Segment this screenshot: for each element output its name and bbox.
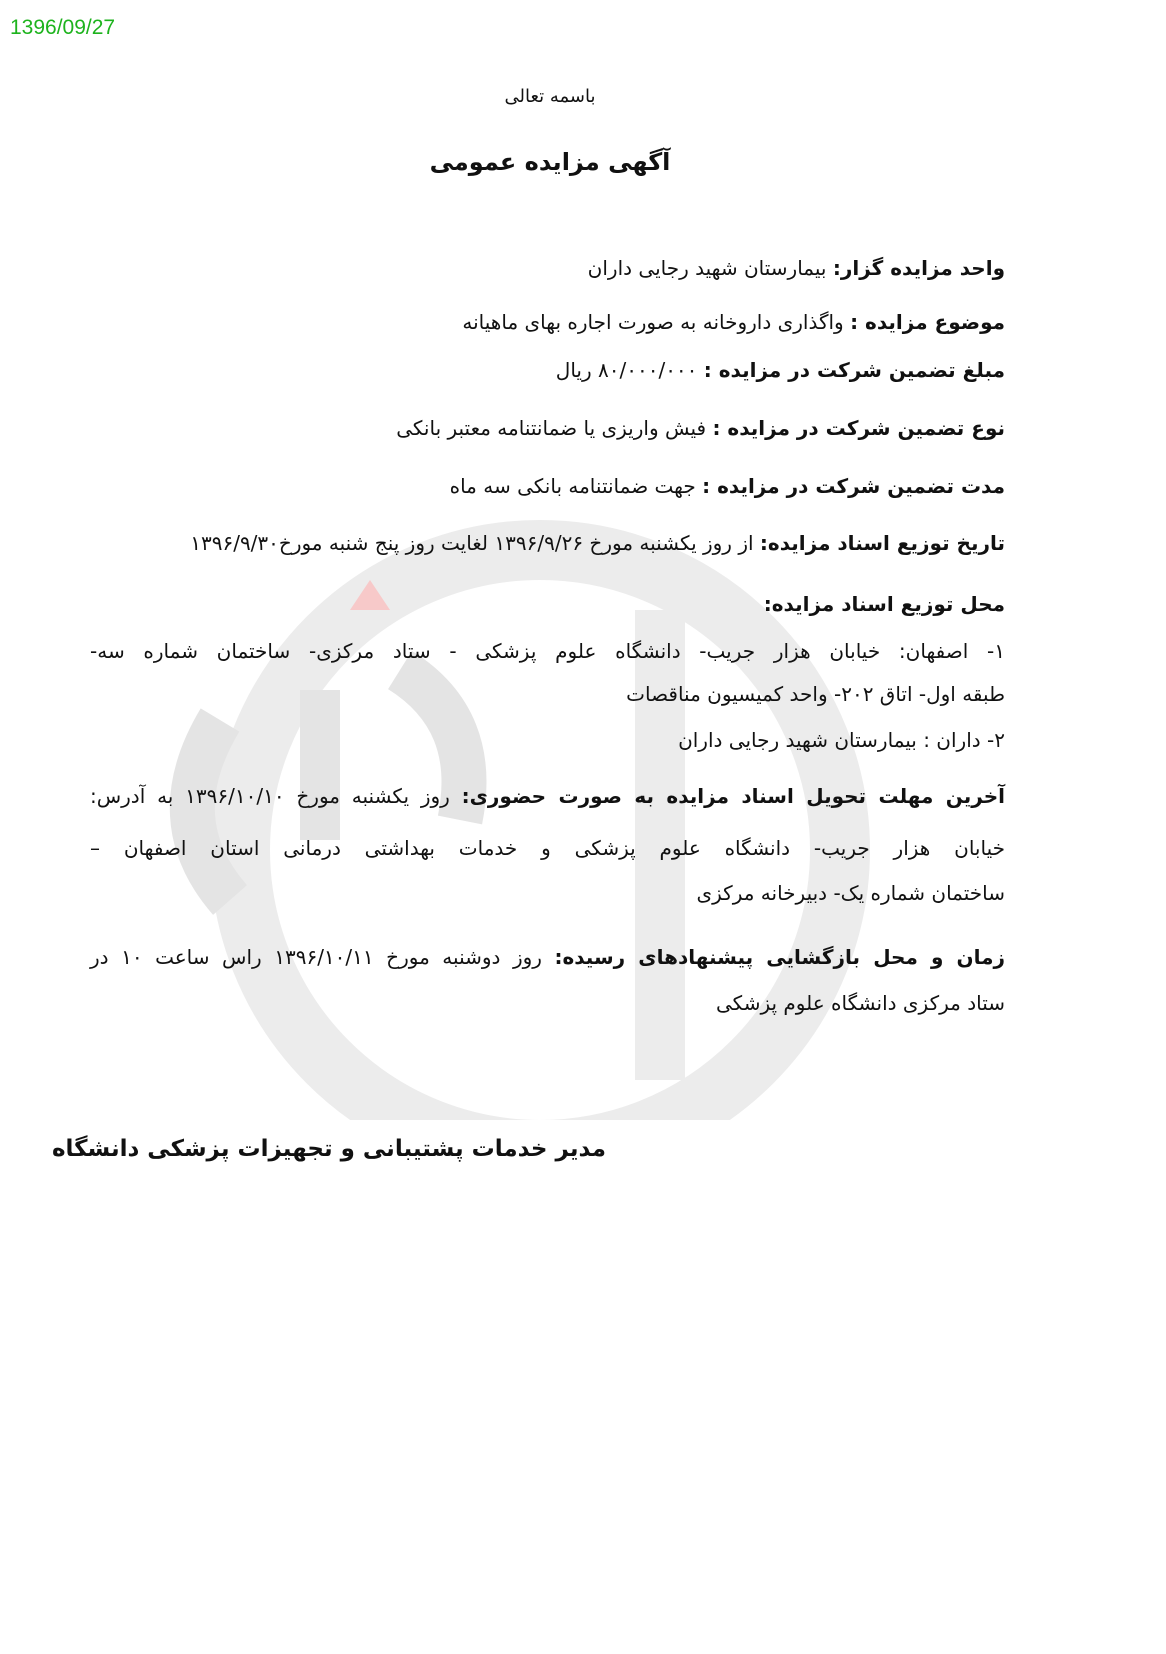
field-guarantee-amount xyxy=(556,356,1005,384)
field-subject xyxy=(462,308,1005,336)
field-label: موضوع مزایده : xyxy=(850,310,1005,334)
field-value: فیش واریزی یا ضمانتنامه معتبر بانکی xyxy=(396,416,713,440)
field-guarantee-type xyxy=(396,414,1005,442)
deadline-line-3: ساختمان شماره یک- دبیرخانه مرکزی xyxy=(696,881,1005,905)
field-value: جهت ضمانتنامه بانکی سه ماه xyxy=(449,474,703,498)
page-title: آگهی مزایده عمومی xyxy=(429,148,671,176)
field-guarantee-duration xyxy=(450,472,1005,500)
distribution-label: محل توزیع اسناد مزایده: xyxy=(763,592,1005,616)
date-stamp: 1396/09/27 xyxy=(10,16,116,39)
opening-line-2: ستاد مرکزی دانشگاه علوم پزشکی xyxy=(715,991,1005,1015)
field-label: مدت تضمین شرکت در مزایده : xyxy=(702,474,1005,498)
opening-value: روز دوشنبه مورخ ۱۳۹۶/۱۰/۱۱ راس ساعت ۱۰ در xyxy=(90,945,555,969)
deadline-line-1 xyxy=(90,782,1005,810)
bismillah: باسمه تعالی xyxy=(504,86,596,107)
field-value: واگذاری داروخانه به صورت اجاره بهای ماهیانه xyxy=(462,310,851,334)
field-value: از روز یکشنبه مورخ ۱۳۹۶/۹/۲۶ لغایت روز پنج شنبه مورخ۱۳۹۶/۹/۳۰ xyxy=(190,531,760,555)
field-value: بیمارستان شهید رجایی داران xyxy=(587,256,833,280)
field-auctioneer xyxy=(588,254,1005,282)
opening-line-1 xyxy=(90,943,1005,971)
field-distribution-date xyxy=(190,529,1005,557)
field-label: نوع تضمین شرکت در مزایده : xyxy=(712,416,1005,440)
distribution-item-1-cont: طبقه اول- اتاق ۲۰۲- واحد کمیسیون مناقصات xyxy=(626,682,1005,706)
distribution-item-2: ۲- داران : بیمارستان شهید رجایی داران xyxy=(678,728,1005,752)
signature: مدیر خدمات پشتیبانی و تجهیزات پزشکی دانشگاه xyxy=(51,1136,606,1162)
field-label: مبلغ تضمین شرکت در مزایده : xyxy=(703,358,1005,382)
field-label: واحد مزایده گزار: xyxy=(832,256,1005,280)
deadline-line-2: خیابان هزار جریب- دانشگاه علوم پزشکی و خدمات بهداشتی درمانی استان اصفهان – xyxy=(90,836,1005,860)
distribution-item-1: ۱- اصفهان: خیابان هزار جریب- دانشگاه علوم پزشکی - ستاد مرکزی- ساختمان شماره سه- xyxy=(90,639,1005,663)
deadline-value: روز یکشنبه مورخ ۱۳۹۶/۱۰/۱۰ به آدرس: xyxy=(90,784,462,808)
opening-label: زمان و محل بازگشایی پیشنهادهای رسیده: xyxy=(554,945,1006,969)
field-value: ۸۰/۰۰۰/۰۰۰ ریال xyxy=(555,358,704,382)
field-label: تاریخ توزیع اسناد مزایده: xyxy=(759,531,1005,555)
deadline-label: آخرین مهلت تحویل اسناد مزایده به صورت حضوری: xyxy=(461,784,1005,808)
